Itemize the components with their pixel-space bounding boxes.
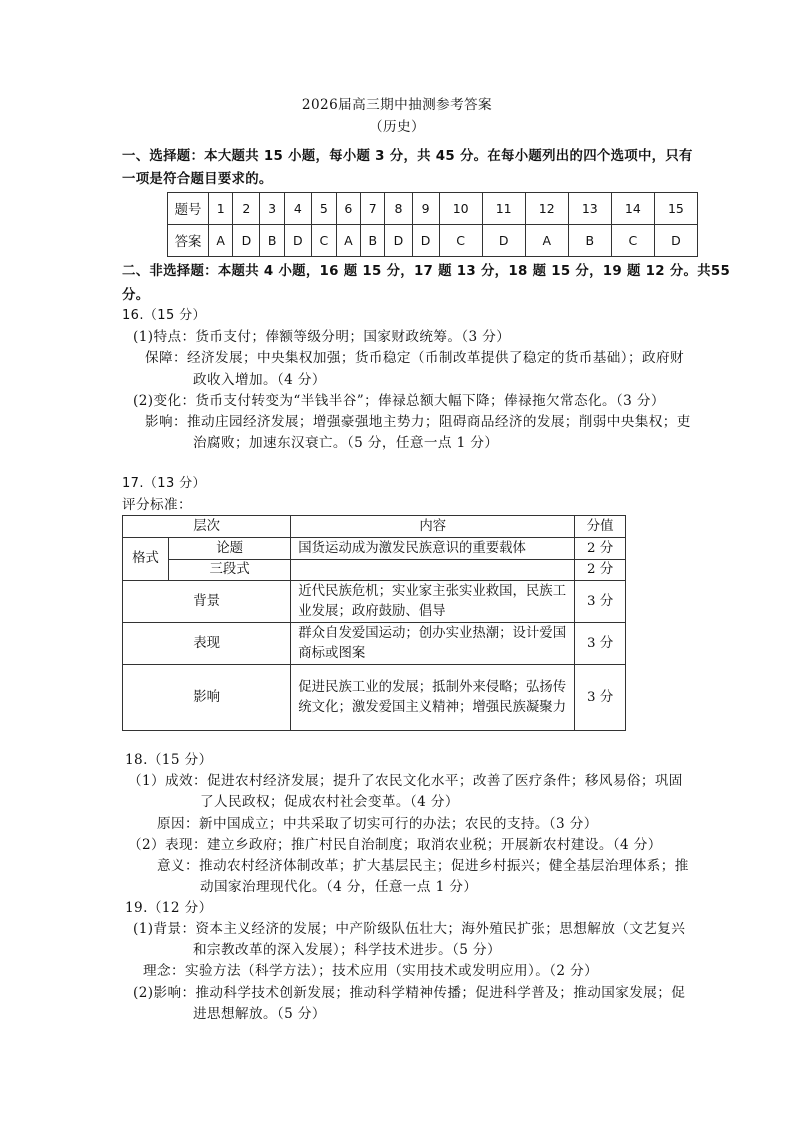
content-cell: 群众自发爱国运动；创办实业热潮；设计爱国商标或图案 [291, 623, 575, 665]
table-row [123, 665, 626, 731]
q18-heading: 18.（15 分） [125, 752, 213, 768]
table-row-answers [168, 225, 698, 257]
answer-cell: D [654, 225, 697, 257]
header-content: 内容 [291, 516, 575, 538]
section1-heading-cont: 一项是符合题目要求的。 [122, 172, 273, 187]
answer-cell: D [412, 225, 439, 257]
grading-table [122, 515, 626, 731]
answer-cell: D [284, 225, 311, 257]
q16-line: 治腐败；加速东汉衰亡。（5 分，任意一点 1 分） [193, 435, 499, 451]
answer-cell: C [439, 225, 482, 257]
q16-line: (2)变化：货币支付转变为“半钱半谷”；俸禄总额大幅下降；俸禄拖欠常态化。（3 分） [133, 393, 665, 409]
header-score: 分值 [575, 516, 626, 538]
question-number: 5 [311, 193, 336, 225]
q18-line: 了人民政权；促成农村社会变革。（4 分） [200, 794, 459, 810]
answer-table [167, 192, 698, 257]
question-number: 1 [209, 193, 233, 225]
question-number: 14 [611, 193, 654, 225]
q19-heading: 19.（12 分） [125, 900, 213, 916]
q18-line: 意义：推动农村经济体制改革；扩大基层民主；促进乡村振兴；健全基层治理体系；推 [157, 858, 689, 874]
format-label: 格式 [123, 538, 169, 581]
question-number: 15 [654, 193, 697, 225]
answer-cell: A [336, 225, 360, 257]
answer-cell: D [385, 225, 412, 257]
question-number: 11 [482, 193, 525, 225]
q17-heading: 17.（13 分） [122, 476, 206, 491]
table-row [123, 581, 626, 623]
q18-line: 原因：新中国成立；中共采取了切实可行的办法；农民的支持。（3 分） [157, 816, 598, 832]
question-number: 9 [412, 193, 439, 225]
content-cell: 近代民族危机；实业家主张实业救国，民族工业发展；政府鼓励、倡导 [291, 581, 575, 623]
answer-cell: C [311, 225, 336, 257]
table-row-numbers [168, 193, 698, 225]
answer-cell: D [482, 225, 525, 257]
q19-line: (2)影响：推动科学技术创新发展；推动科学精神传播；促进科学普及；推动国家发展；促 [133, 985, 686, 1001]
section1-heading: 一、选择题：本大题共 15 小题，每小题 3 分，共 45 分。在每小题列出的四个选项中，只有 [122, 149, 693, 164]
header-level: 层次 [123, 516, 291, 538]
q18-line: 动国家治理现代化。（4 分，任意一点 1 分） [200, 879, 478, 895]
q18-line: （2）表现：建立乡政府；推广村民自治制度；取消农业税；开展新农村建设。（4 分） [128, 837, 662, 853]
level-cell: 三段式 [169, 560, 291, 581]
q19-line: 理念：实验方法（科学方法）；技术应用（实用技术或发明应用）。（2 分） [143, 963, 599, 979]
question-number: 10 [439, 193, 482, 225]
score-cell: 3 分 [575, 581, 626, 623]
q19-line: (1)背景：资本主义经济的发展；中产阶级队伍壮大；海外殖民扩张；思想解放（文艺复兴 [133, 921, 686, 937]
answer-cell: D [233, 225, 260, 257]
question-number: 7 [361, 193, 385, 225]
section2-heading-cont: 分。 [122, 288, 150, 303]
table-row [123, 538, 626, 560]
question-number: 4 [284, 193, 311, 225]
table-row [123, 560, 626, 581]
q16-line: 政收入增加。（4 分） [193, 372, 326, 388]
level-cell: 论题 [169, 538, 291, 560]
q19-line: 进思想解放。（5 分） [193, 1006, 326, 1022]
q16-line: 影响：推动庄园经济发展；增强豪强地主势力；阻碍商品经济的发展；削弱中央集权；吏 [145, 414, 691, 430]
answer-cell: C [611, 225, 654, 257]
score-cell: 3 分 [575, 665, 626, 731]
q16-line: 保障：经济发展；中央集权加强；货币稳定（币制改革提供了稳定的货币基础）；政府财 [145, 350, 684, 366]
content-cell: 促进民族工业的发展；抵制外来侵略；弘扬传统文化；激发爱国主义精神；增强民族凝聚力 [291, 665, 575, 731]
q19-line: 和宗教改革的深入发展）；科学技术进步。（5 分） [193, 942, 502, 958]
q18-line: （1）成效：促进农村经济发展；提升了农民文化水平；改善了医疗条件；移风易俗；巩固 [128, 773, 683, 789]
q16-line: (1)特点：货币支付；俸额等级分明；国家财政统筹。（3 分） [133, 329, 511, 345]
document-subtitle: （历史） [369, 119, 425, 135]
answer-cell: B [361, 225, 385, 257]
question-number: 3 [260, 193, 284, 225]
question-number: 6 [336, 193, 360, 225]
answer-cell: B [260, 225, 284, 257]
q16-heading: 16.（15 分） [122, 308, 206, 323]
question-number: 12 [525, 193, 568, 225]
answer-cell: A [209, 225, 233, 257]
criteria-label: 评分标准： [122, 497, 192, 513]
content-cell: 国货运动成为激发民族意识的重要载体 [291, 538, 575, 560]
table-header-row [123, 516, 626, 538]
question-number: 13 [568, 193, 611, 225]
table-row [123, 623, 626, 665]
score-cell: 2 分 [575, 560, 626, 581]
question-number: 2 [233, 193, 260, 225]
section2-heading: 二、非选择题：本题共 4 小题，16 题 15 分，17 题 13 分，18 题 15 分，19 题 12 分。共55 [122, 264, 731, 279]
level-cell: 表现 [123, 623, 291, 665]
answer-cell: B [568, 225, 611, 257]
row-label: 题号 [168, 193, 209, 225]
level-cell: 背景 [123, 581, 291, 623]
row-label: 答案 [168, 225, 209, 257]
question-number: 8 [385, 193, 412, 225]
content-cell [291, 560, 575, 581]
score-cell: 3 分 [575, 623, 626, 665]
level-cell: 影响 [123, 665, 291, 731]
score-cell: 2 分 [575, 538, 626, 560]
answer-cell: A [525, 225, 568, 257]
document-title: 2026届高三期中抽测参考答案 [301, 97, 493, 113]
